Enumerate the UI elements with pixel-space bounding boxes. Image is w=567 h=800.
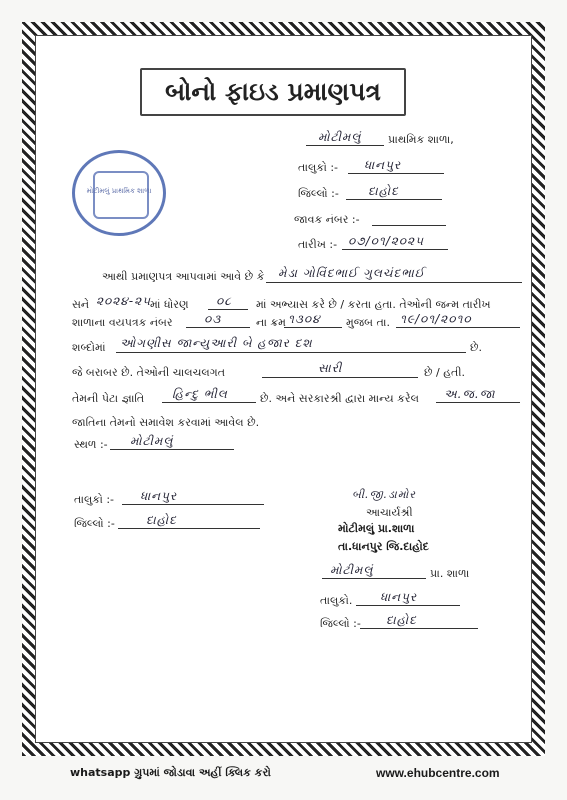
school-name-value: મોટીમલું [318,130,362,144]
place-district-value: દાહોદ [146,513,177,527]
standard-value: ૦૮ [216,294,232,308]
body-line5-b: છે / હતી. [424,366,465,379]
sub-caste-value: હિન્દુ ભીલ [172,387,228,401]
birth-date: ૧૯/૦૧/૨૦૧૦ [400,312,472,326]
body-line4-a: શબ્દોમાં [72,341,106,354]
sign-taluka-label: તાલુકો. [320,594,353,607]
date-label: તારીખ :- [298,238,338,251]
principal-address: તા.ધાનપુર જિ.દાહોદ [338,540,429,553]
place-label: સ્થળ :- [74,438,108,451]
body-line4-b: છે. [470,341,482,354]
date-value: ૦૭/૦૧/૨૦૨૫ [348,234,424,248]
body-line2-c: માં અભ્યાસ કરે છે / કરતા હતા. તેઓની જન્મ તારીખ [256,298,491,311]
school-stamp [72,150,166,236]
body-line2-a: સને [72,298,90,311]
principal-signature: બી.જી.ડામોર [352,488,416,501]
birth-date-words: ઓગણીસ જાન્યુઆરી બે હજાર દશ [120,336,313,350]
place-taluka-label: તાલુકો :- [74,493,114,506]
outward-number-label: જાવક નંબર :- [294,213,360,226]
school-suffix: પ્રાથમિક શાળા, [388,133,454,146]
register-number: ૦૩ [204,312,222,326]
footer [0,762,567,784]
category-value: અ.જ.જા [444,387,496,401]
student-name: મેડા ગોવિંદભાઈ ગુલચંદભાઈ [278,266,426,280]
sign-taluka-value: ધાનપુર [380,590,418,604]
body-line2-b: માં ધોરણ [150,298,189,311]
website-link[interactable]: www.ehubcentre.com [376,766,500,780]
academic-year: ૨૦૨૪-૨૫ [96,294,152,308]
body-line5-a: જે બરાબર છે. તેઓની ચાલચલગત [72,366,226,379]
sign-district-label: જિલ્લો :- [320,617,361,630]
body-line1-prefix: આથી પ્રમાણપત્ર આપવામાં આવે છે કે [102,270,265,283]
body-line6-b: છે. અને સરકારશ્રી દ્વારા માન્ય કરેલ [260,392,419,405]
header-district-label: જિલ્લો :- [298,187,339,200]
header-taluka-label: તાલુકો :- [298,161,338,174]
serial-number: ૧૩૦૪ [288,312,321,326]
place-value: મોટીમલું [130,434,174,448]
place-district-label: જિલ્લો :- [74,517,115,530]
sign-school-value: મોટીમલું [330,563,374,577]
whatsapp-link[interactable]: whatsapp ગ્રુપમાં જોડાવા અહીં ક્લિક કરો [70,766,271,779]
certificate-title: બોનો ફાઇડ પ્રમાણપત્ર [140,68,406,116]
header-taluka-value: ધાનપુર [364,158,402,172]
sign-district-value: દાહોદ [386,613,417,627]
conduct-value: સારી [318,361,343,375]
stamp-text: મોટીમલું પ્રાથમિક શાળા [86,187,152,195]
principal-role: આચાર્યશ્રી [366,506,413,519]
body-line3-a: શાળાના વયપત્રક નંબર [72,316,173,329]
principal-school: મોટીમલું પ્રા.શાળા [338,522,415,535]
sign-school-suffix: પ્રા. શાળા [430,567,470,580]
header-district-value: દાહોદ [368,184,399,198]
place-taluka-value: ધાનપુર [140,489,178,503]
body-line3-b: ના ક્રમ [256,316,286,329]
body-line7: જાતિના તેમનો સમાવેશ કરવામાં આવેલ છે. [72,416,260,429]
body-line6-a: તેમની પેટા જ્ઞાતિ [72,392,145,405]
body-line3-c: મુજબ તા. [346,316,390,329]
